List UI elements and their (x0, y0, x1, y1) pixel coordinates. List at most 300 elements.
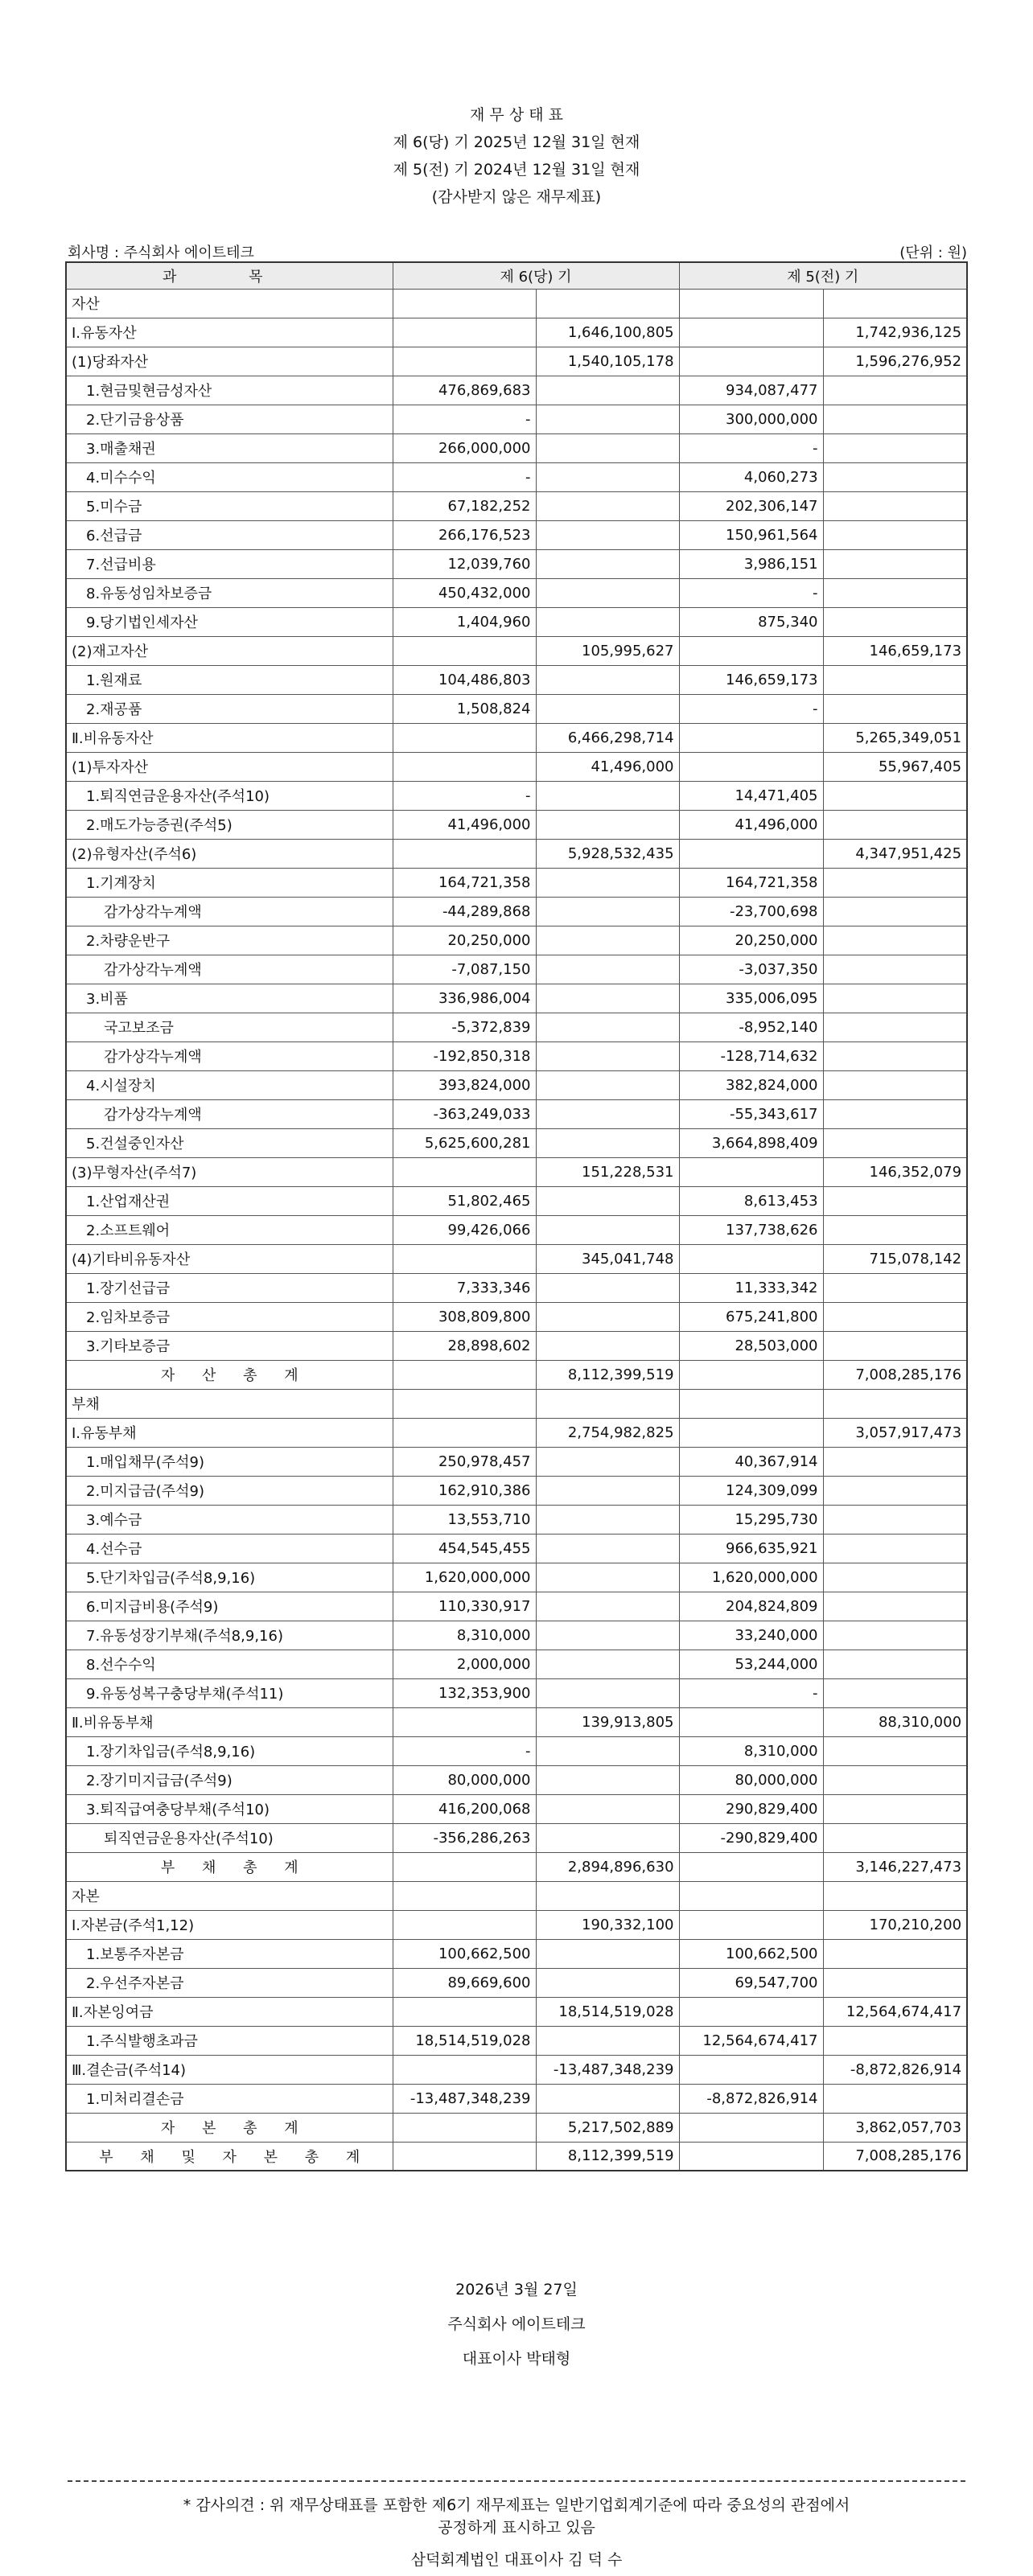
amount-p1: -3,037,350 (679, 955, 823, 984)
table-row (66, 1563, 967, 1592)
amount-p2 (823, 491, 967, 520)
amount-p1: 150,961,564 (679, 520, 823, 549)
amount-c2: 5,928,532,435 (536, 839, 679, 868)
amount-c1 (393, 318, 536, 347)
amount-p1 (679, 1997, 823, 2026)
table-row (66, 1881, 967, 1910)
row-label: (3)무형자산(주석7) (66, 1157, 393, 1186)
row-label: (1)당좌자산 (66, 347, 393, 376)
table-row (66, 752, 967, 781)
row-label: 1.장기차입금(주석8,9,16) (66, 1736, 393, 1765)
current-period-header: 제 6(당) 기 (393, 262, 679, 289)
row-label: 2.차량운반구 (66, 926, 393, 955)
amount-p1 (679, 1389, 823, 1418)
table-row (66, 347, 967, 376)
amount-p1 (679, 636, 823, 665)
subject-header: 과 목 (66, 262, 393, 289)
amount-p1: 4,060,273 (679, 462, 823, 491)
unit-label: (단위 : 원) (899, 244, 967, 261)
table-row (66, 318, 967, 347)
amount-c2 (536, 1765, 679, 1794)
amount-c2 (536, 462, 679, 491)
amount-p2: 3,057,917,473 (823, 1418, 967, 1447)
amount-p2 (823, 694, 967, 723)
amount-c1: - (393, 1736, 536, 1765)
table-row (66, 1707, 967, 1736)
row-label: 2.단기금융상품 (66, 405, 393, 433)
amount-c2 (536, 1099, 679, 1128)
amount-p2 (823, 1592, 967, 1621)
amount-c1: 266,176,523 (393, 520, 536, 549)
row-label: Ⅰ.자본금(주석1,12) (66, 1910, 393, 1939)
row-label: 국고보조금 (66, 1013, 393, 1041)
document-title: 재 무 상 태 표 (470, 106, 563, 124)
table-row (66, 781, 967, 810)
table-row (66, 1244, 967, 1273)
row-label: 3.매출채권 (66, 433, 393, 462)
row-label: 2.미지급금(주석9) (66, 1476, 393, 1505)
amount-c2 (536, 1823, 679, 1852)
row-label: 2.소프트웨어 (66, 1215, 393, 1244)
row-label: 8.선수수익 (66, 1650, 393, 1678)
amount-p2: -8,872,826,914 (823, 2055, 967, 2084)
prior-period-line: 제 5(전) 기 2024년 12월 31일 현재 (393, 161, 640, 179)
table-row (66, 1592, 967, 1621)
amount-c1 (393, 723, 536, 752)
amount-p2: 3,862,057,703 (823, 2113, 967, 2142)
row-label: 6.미지급비용(주석9) (66, 1592, 393, 1621)
amount-c2 (536, 1331, 679, 1360)
amount-p2 (823, 462, 967, 491)
amount-p1: 146,659,173 (679, 665, 823, 694)
amount-c1: - (393, 405, 536, 433)
table-row (66, 607, 967, 636)
amount-p1: 53,244,000 (679, 1650, 823, 1678)
amount-p1 (679, 1360, 823, 1389)
amount-c1: 450,432,000 (393, 578, 536, 607)
amount-p2 (823, 1765, 967, 1794)
amount-p2 (823, 781, 967, 810)
amount-c2 (536, 1736, 679, 1765)
footer-company: 주식회사 에이트테크 (447, 2315, 586, 2333)
amount-p1: 69,547,700 (679, 1968, 823, 1997)
amount-p1: -128,714,632 (679, 1041, 823, 1070)
amount-c2 (536, 491, 679, 520)
row-label: 4.선수금 (66, 1534, 393, 1563)
amount-p1 (679, 289, 823, 318)
row-label: Ⅰ.유동부채 (66, 1418, 393, 1447)
amount-p1: -290,829,400 (679, 1823, 823, 1852)
amount-p2 (823, 1823, 967, 1852)
row-label: 감가상각누계액 (66, 955, 393, 984)
amount-p1 (679, 1852, 823, 1881)
row-label: 부 채 총 계 (66, 1852, 393, 1881)
amount-c2 (536, 694, 679, 723)
amount-p2: 715,078,142 (823, 1244, 967, 1273)
amount-p1: 14,471,405 (679, 781, 823, 810)
amount-p2: 5,265,349,051 (823, 723, 967, 752)
amount-p2: 3,146,227,473 (823, 1852, 967, 1881)
amount-c1: 41,496,000 (393, 810, 536, 839)
amount-c1 (393, 1707, 536, 1736)
amount-p1 (679, 1881, 823, 1910)
amount-c2: 139,913,805 (536, 1707, 679, 1736)
amount-p1 (679, 2142, 823, 2171)
amount-c2 (536, 433, 679, 462)
table-row (66, 2142, 967, 2171)
amount-p2 (823, 1736, 967, 1765)
amount-p2 (823, 984, 967, 1013)
amount-p1: 20,250,000 (679, 926, 823, 955)
amount-c1: 110,330,917 (393, 1592, 536, 1621)
amount-c1: 28,898,602 (393, 1331, 536, 1360)
table-body (66, 289, 967, 2171)
row-label: Ⅱ.비유동자산 (66, 723, 393, 752)
amount-c2: 2,754,982,825 (536, 1418, 679, 1447)
row-label: 1.보통주자본금 (66, 1939, 393, 1968)
row-label: 9.당기법인세자산 (66, 607, 393, 636)
table-row (66, 955, 967, 984)
row-label: 1.주식발행초과금 (66, 2026, 393, 2055)
amount-p2 (823, 1447, 967, 1476)
amount-p1: -55,343,617 (679, 1099, 823, 1128)
amount-p1 (679, 723, 823, 752)
amount-c1: -5,372,839 (393, 1013, 536, 1041)
amount-p1: 290,829,400 (679, 1794, 823, 1823)
table-row (66, 1360, 967, 1389)
amount-p1 (679, 318, 823, 347)
amount-c1: 104,486,803 (393, 665, 536, 694)
amount-c2 (536, 926, 679, 955)
table-row (66, 549, 967, 578)
table-header-row (66, 262, 967, 289)
amount-c1 (393, 1852, 536, 1881)
amount-c1 (393, 1244, 536, 1273)
amount-c1: 67,182,252 (393, 491, 536, 520)
amount-p1: 202,306,147 (679, 491, 823, 520)
amount-c2 (536, 868, 679, 897)
amount-p2 (823, 520, 967, 549)
amount-c1: 18,514,519,028 (393, 2026, 536, 2055)
row-label: Ⅲ.결손금(주석14) (66, 2055, 393, 2084)
table-row (66, 1765, 967, 1794)
amount-c1 (393, 1360, 536, 1389)
amount-c2 (536, 1534, 679, 1563)
table-row (66, 868, 967, 897)
amount-p2 (823, 607, 967, 636)
amount-p2 (823, 1302, 967, 1331)
amount-p2 (823, 665, 967, 694)
amount-c2 (536, 1563, 679, 1592)
amount-c1 (393, 347, 536, 376)
row-label: 감가상각누계액 (66, 897, 393, 926)
amount-p1: 15,295,730 (679, 1505, 823, 1534)
table-row (66, 1157, 967, 1186)
amount-p1: 3,986,151 (679, 549, 823, 578)
amount-c1 (393, 2142, 536, 2171)
amount-p1: 41,496,000 (679, 810, 823, 839)
amount-c1: 1,620,000,000 (393, 1563, 536, 1592)
table-row (66, 1910, 967, 1939)
table-row (66, 1099, 967, 1128)
amount-c2 (536, 2084, 679, 2113)
row-label: 3.비품 (66, 984, 393, 1013)
amount-c1 (393, 1418, 536, 1447)
amount-c1 (393, 839, 536, 868)
table-row (66, 1823, 967, 1852)
row-label: 5.단기차입금(주석8,9,16) (66, 1563, 393, 1592)
row-label: 자 본 총 계 (66, 2113, 393, 2142)
amount-p1: 11,333,342 (679, 1273, 823, 1302)
table-row (66, 1476, 967, 1505)
amount-c1: 2,000,000 (393, 1650, 536, 1678)
row-label: 감가상각누계액 (66, 1041, 393, 1070)
row-label: 1.미처리결손금 (66, 2084, 393, 2113)
amount-c1 (393, 289, 536, 318)
amount-c1: 250,978,457 (393, 1447, 536, 1476)
amount-p1: - (679, 1678, 823, 1707)
amount-p2 (823, 1563, 967, 1592)
amount-c2 (536, 1447, 679, 1476)
table-row (66, 433, 967, 462)
amount-c2 (536, 405, 679, 433)
table-row (66, 2084, 967, 2113)
amount-p1: - (679, 694, 823, 723)
amount-p2 (823, 433, 967, 462)
amount-c1: - (393, 781, 536, 810)
amount-p2 (823, 1070, 967, 1099)
amount-p2: 88,310,000 (823, 1707, 967, 1736)
amount-c1: 162,910,386 (393, 1476, 536, 1505)
row-label: (2)재고자산 (66, 636, 393, 665)
table-row (66, 1215, 967, 1244)
amount-c1 (393, 752, 536, 781)
amount-p2 (823, 1678, 967, 1707)
amount-p2 (823, 549, 967, 578)
row-label: 감가상각누계액 (66, 1099, 393, 1128)
amount-c2 (536, 781, 679, 810)
amount-c1: 8,310,000 (393, 1621, 536, 1650)
amount-p2 (823, 1331, 967, 1360)
row-label: 자본 (66, 1881, 393, 1910)
row-label: 4.시설장치 (66, 1070, 393, 1099)
amount-c1: 1,404,960 (393, 607, 536, 636)
table-row (66, 1128, 967, 1157)
audit-opinion-line-2: 공정하게 표시하고 있음 (438, 2519, 595, 2537)
row-label: 1.장기선급금 (66, 1273, 393, 1302)
amount-p2 (823, 810, 967, 839)
amount-p1: -8,952,140 (679, 1013, 823, 1041)
row-label: 4.미수수익 (66, 462, 393, 491)
amount-p1 (679, 1418, 823, 1447)
amount-p1: 934,087,477 (679, 376, 823, 405)
amount-p2 (823, 1794, 967, 1823)
row-label: 8.유동성임차보증금 (66, 578, 393, 607)
amount-p2 (823, 1650, 967, 1678)
amount-p2 (823, 2084, 967, 2113)
row-label: Ⅱ.자본잉여금 (66, 1997, 393, 2026)
amount-c1: 7,333,346 (393, 1273, 536, 1302)
amount-c1: -356,286,263 (393, 1823, 536, 1852)
company-name: 회사명 : 주식회사 에이트테크 (68, 244, 254, 261)
table-row (66, 926, 967, 955)
amount-p1 (679, 1707, 823, 1736)
amount-c1: 20,250,000 (393, 926, 536, 955)
amount-c1: -44,289,868 (393, 897, 536, 926)
table-row (66, 984, 967, 1013)
amount-p1 (679, 2055, 823, 2084)
amount-c2: -13,487,348,239 (536, 2055, 679, 2084)
amount-c1 (393, 1910, 536, 1939)
table-row (66, 289, 967, 318)
amount-c2 (536, 1215, 679, 1244)
row-label: 2.매도가능증권(주석5) (66, 810, 393, 839)
amount-p2 (823, 1881, 967, 1910)
row-label: 퇴직연금운용자산(주석10) (66, 1823, 393, 1852)
row-label: 2.우선주자본금 (66, 1968, 393, 1997)
amount-c1: 164,721,358 (393, 868, 536, 897)
prior-period-header: 제 5(전) 기 (679, 262, 967, 289)
amount-c1: 13,553,710 (393, 1505, 536, 1534)
amount-c1: 132,353,900 (393, 1678, 536, 1707)
amount-p2 (823, 578, 967, 607)
amount-p1: - (679, 433, 823, 462)
amount-p2 (823, 868, 967, 897)
amount-c2 (536, 549, 679, 578)
table-row (66, 520, 967, 549)
amount-p1: 80,000,000 (679, 1765, 823, 1794)
amount-p1 (679, 1157, 823, 1186)
amount-p1: 100,662,500 (679, 1939, 823, 1968)
amount-c2 (536, 810, 679, 839)
table-row (66, 1041, 967, 1070)
table-row (66, 1186, 967, 1215)
amount-c2: 41,496,000 (536, 752, 679, 781)
amount-p1: - (679, 578, 823, 607)
amount-p2 (823, 1186, 967, 1215)
row-label: 6.선급금 (66, 520, 393, 549)
amount-p1: 966,635,921 (679, 1534, 823, 1563)
amount-p1: -23,700,698 (679, 897, 823, 926)
amount-c1 (393, 636, 536, 665)
amount-c2: 345,041,748 (536, 1244, 679, 1273)
amount-p2 (823, 289, 967, 318)
row-label: 자산 (66, 289, 393, 318)
amount-p2 (823, 1041, 967, 1070)
amount-c1: 99,426,066 (393, 1215, 536, 1244)
amount-p1: 675,241,800 (679, 1302, 823, 1331)
row-label: 3.기타보증금 (66, 1331, 393, 1360)
amount-p2 (823, 1621, 967, 1650)
table-row (66, 1997, 967, 2026)
amount-c2: 18,514,519,028 (536, 1997, 679, 2026)
row-label: 자 산 총 계 (66, 1360, 393, 1389)
amount-c2 (536, 578, 679, 607)
amount-p1 (679, 1244, 823, 1273)
balance-sheet-table (65, 261, 968, 2171)
amount-c2: 2,894,896,630 (536, 1852, 679, 1881)
amount-p1: 40,367,914 (679, 1447, 823, 1476)
amount-c2 (536, 1881, 679, 1910)
table-row (66, 2055, 967, 2084)
amount-c1 (393, 1389, 536, 1418)
table-row (66, 1678, 967, 1707)
amount-c2: 6,466,298,714 (536, 723, 679, 752)
table-row (66, 1505, 967, 1534)
amount-c2 (536, 1128, 679, 1157)
amount-c1 (393, 1997, 536, 2026)
amount-c1: 454,545,455 (393, 1534, 536, 1563)
row-label: 9.유동성복구충당부채(주석11) (66, 1678, 393, 1707)
amount-c2: 8,112,399,519 (536, 2142, 679, 2171)
table-row (66, 665, 967, 694)
amount-p2 (823, 1968, 967, 1997)
row-label: 1.원재료 (66, 665, 393, 694)
amount-p2 (823, 2026, 967, 2055)
amount-c2: 105,995,627 (536, 636, 679, 665)
amount-c1 (393, 1881, 536, 1910)
table-row (66, 405, 967, 433)
amount-p1: 12,564,674,417 (679, 2026, 823, 2055)
table-row (66, 636, 967, 665)
amount-c1: 5,625,600,281 (393, 1128, 536, 1157)
amount-c2 (536, 897, 679, 926)
amount-c1: 51,802,465 (393, 1186, 536, 1215)
amount-c1 (393, 1157, 536, 1186)
amount-p1: 335,006,095 (679, 984, 823, 1013)
amount-p1 (679, 752, 823, 781)
table-row (66, 462, 967, 491)
amount-p1: 300,000,000 (679, 405, 823, 433)
row-label: Ⅱ.비유동부채 (66, 1707, 393, 1736)
amount-p1: 137,738,626 (679, 1215, 823, 1244)
amount-p2 (823, 926, 967, 955)
amount-c2 (536, 1794, 679, 1823)
row-label: (4)기타비유동자산 (66, 1244, 393, 1273)
amount-c1: 1,508,824 (393, 694, 536, 723)
table-row (66, 1302, 967, 1331)
amount-c1: 266,000,000 (393, 433, 536, 462)
amount-c2 (536, 1505, 679, 1534)
amount-c1: -13,487,348,239 (393, 2084, 536, 2113)
row-label: 2.재공품 (66, 694, 393, 723)
amount-p2 (823, 1505, 967, 1534)
amount-c2 (536, 1621, 679, 1650)
audit-status-line: (감사받지 않은 재무제표) (431, 188, 602, 206)
row-label: 5.건설중인자산 (66, 1128, 393, 1157)
amount-c2 (536, 1650, 679, 1678)
dashed-divider (68, 2480, 965, 2482)
table-row (66, 491, 967, 520)
amount-c1: 89,669,600 (393, 1968, 536, 1997)
amount-p2 (823, 376, 967, 405)
amount-c2 (536, 1186, 679, 1215)
amount-c2 (536, 1070, 679, 1099)
amount-p1: 164,721,358 (679, 868, 823, 897)
row-label: 7.유동성장기부채(주석8,9,16) (66, 1621, 393, 1650)
table-row (66, 1852, 967, 1881)
amount-p1: 28,503,000 (679, 1331, 823, 1360)
row-label: 부채 (66, 1389, 393, 1418)
amount-c2 (536, 1939, 679, 1968)
amount-c2 (536, 1389, 679, 1418)
amount-p2 (823, 1476, 967, 1505)
table-row (66, 694, 967, 723)
table-row (66, 1794, 967, 1823)
amount-p2: 12,564,674,417 (823, 1997, 967, 2026)
row-label: 1.매입채무(주석9) (66, 1447, 393, 1476)
amount-p2 (823, 1389, 967, 1418)
